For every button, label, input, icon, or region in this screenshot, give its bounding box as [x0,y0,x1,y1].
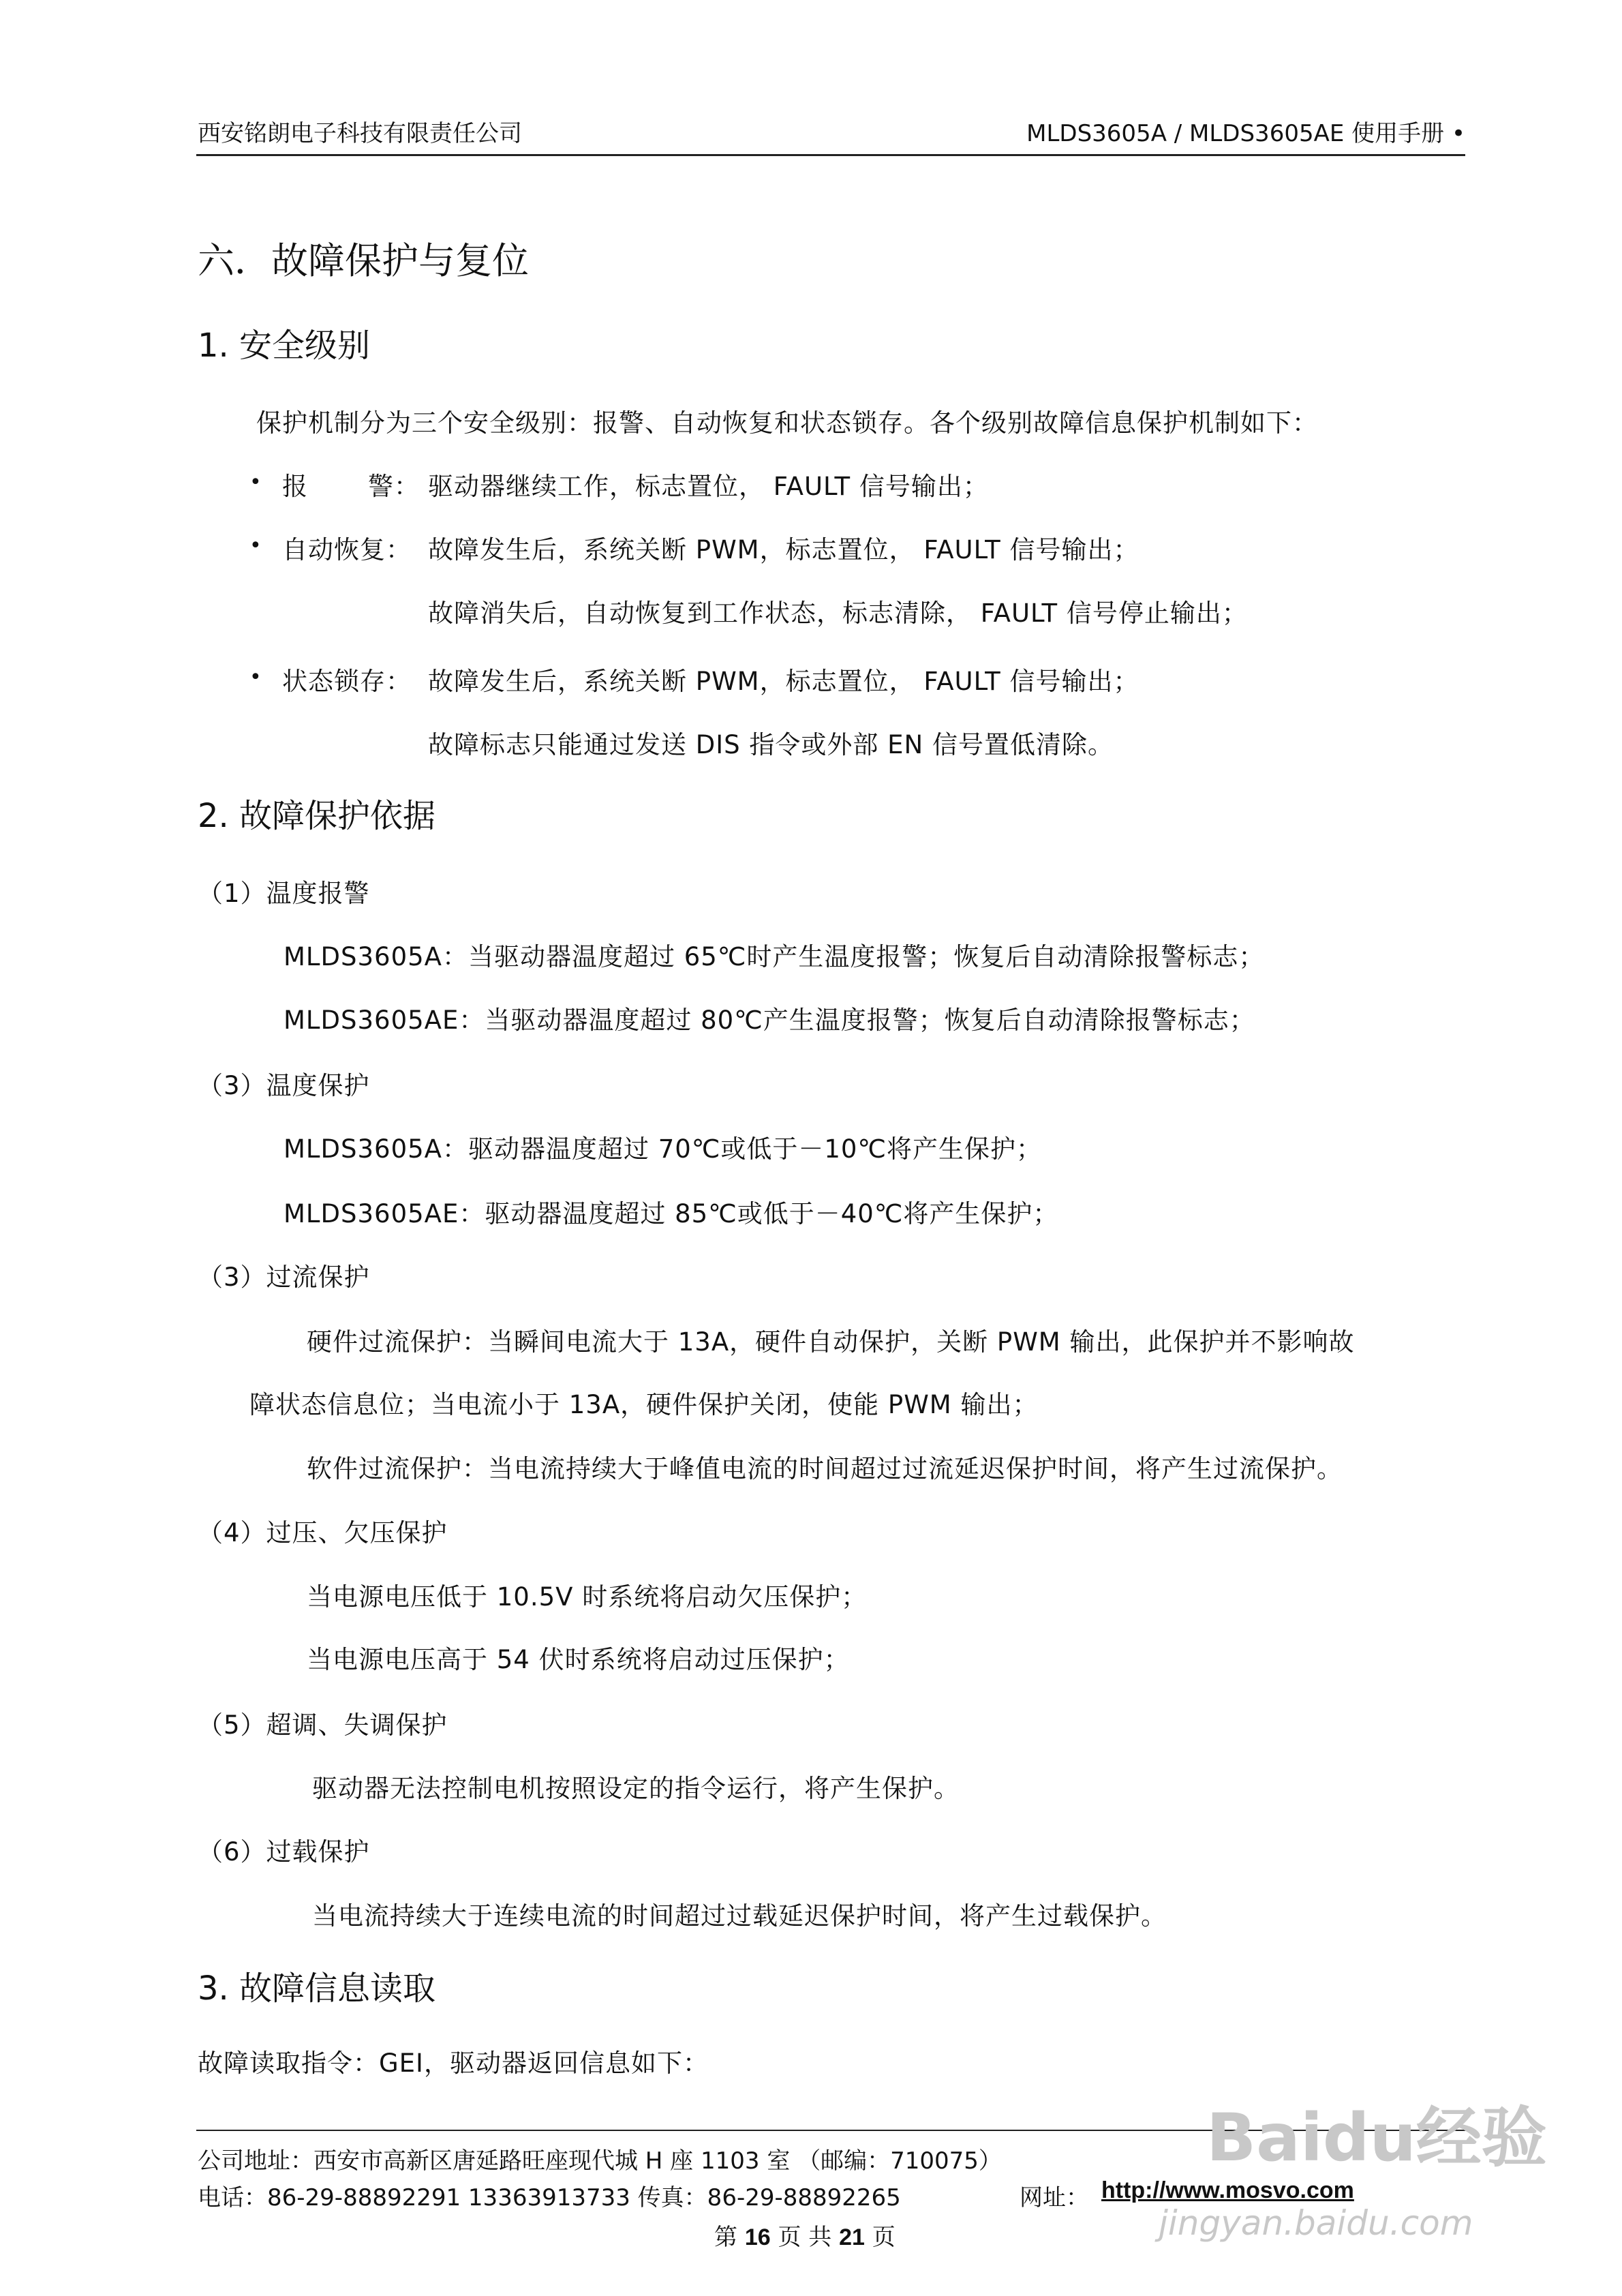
bullet-auto-recover: • [249,534,262,558]
heading-safety-level: 1. 安全级别 [198,327,371,365]
safety-intro: 保护机制分为三个安全级别：报警、自动恢复和状态锁存。各个级别故障信息保护机制如下： [256,408,1318,438]
page-prefix: 第 [714,2224,737,2251]
auto-recover-label: 自动恢复： [282,535,412,564]
latch-text-2: 故障标志只能通过发送 DIS 指令或外部 EN 信号置低清除。 [428,730,1114,759]
header-company: 西安铭朗电子科技有限责任公司 [198,120,522,147]
section-title: 六．故障保护与复位 [198,239,529,282]
voltage-title: （4）过压、欠压保护 [198,1518,448,1547]
watermark-brand: Baidu经验 [1206,2100,1547,2176]
footer-phone: 电话：86-29-88892291 13363913733 传真：86-29-88892265 [198,2184,901,2211]
voltage-line-1: 当电源电压低于 10.5V 时系统将启动欠压保护； [307,1582,868,1612]
overcurrent-line-3: 软件过流保护：当电流持续大于峰值电流的时间超过过流延迟保护时间，将产生过流保护。 [307,1454,1343,1483]
temp-alarm-line-1: MLDS3605A：当驱动器温度超过 65℃时产生温度报警；恢复后自动清除报警标志； [284,942,1265,971]
page-middle: 页 共 [778,2224,832,2251]
latch-label: 状态锁存： [282,667,412,696]
footer-address: 公司地址：西安市高新区唐延路旺座现代城 H 座 1103 室 （邮编：710075） [198,2147,1002,2175]
overshoot-line-1: 驱动器无法控制电机按照设定的指令运行，将产生保护。 [312,1774,960,1803]
bullet-alarm: • [249,470,262,494]
temp-alarm-line-2: MLDS3605AE：当驱动器温度超过 80℃产生温度报警；恢复后自动清除报警标志； [284,1006,1255,1035]
auto-recover-text-1: 故障发生后，系统关断 PWM，标志置位， FAULT 信号输出； [428,535,1139,564]
alarm-text: 驱动器继续工作，标志置位， FAULT 信号输出； [428,472,989,501]
voltage-line-2: 当电源电压高于 54 伏时系统将启动过压保护； [307,1645,850,1674]
heading-protection-basis: 2. 故障保护依据 [198,797,436,835]
alarm-label-2: 警： [368,472,420,501]
temp-alarm-title: （1）温度报警 [198,879,370,908]
overload-title: （6）过载保护 [198,1837,370,1867]
overshoot-title: （5）超调、失调保护 [198,1710,448,1740]
page-current: 16 [744,2224,771,2250]
header-rule [196,154,1465,156]
footer-web-label: 网址： [1020,2184,1089,2211]
fault-read-line-1: 故障读取指令：GEI，驱动器返回信息如下： [198,2049,709,2078]
page-total: 21 [839,2224,865,2250]
overcurrent-title: （3）过流保护 [198,1263,370,1292]
temp-protect-line-2: MLDS3605AE：驱动器温度超过 85℃或低于－40℃将产生保护； [284,1199,1059,1228]
footer-page-number [714,2218,896,2252]
footer-web-link[interactable]: http://www.mosvo.com [1101,2177,1354,2203]
overcurrent-line-2: 障状态信息位；当电流小于 13A，硬件保护关闭，使能 PWM 输出； [249,1390,1039,1419]
temp-protect-line-1: MLDS3605A：驱动器温度超过 70℃或低于－10℃将产生保护； [284,1134,1043,1164]
alarm-label-1: 报 [282,472,308,501]
watermark-url: jingyan.baidu.com [1159,2203,1473,2243]
heading-fault-read: 3. 故障信息读取 [198,1969,436,2008]
bullet-latch: • [249,665,262,689]
overload-line-1: 当电流持续大于连续电流的时间超过过载延迟保护时间，将产生过载保护。 [312,1901,1167,1931]
auto-recover-text-2: 故障消失后，自动恢复到工作状态，标志清除， FAULT 信号停止输出； [428,599,1248,628]
header-manual-title: MLDS3605A / MLDS3605AE 使用手册 • [1026,120,1465,147]
temp-protect-title: （3）温度保护 [198,1071,370,1100]
latch-text-1: 故障发生后，系统关断 PWM，标志置位， FAULT 信号输出； [428,667,1139,696]
overcurrent-line-1: 硬件过流保护：当瞬间电流大于 13A，硬件自动保护，关断 PWM 输出，此保护并不影响故 [307,1327,1355,1357]
page-suffix: 页 [872,2224,896,2251]
